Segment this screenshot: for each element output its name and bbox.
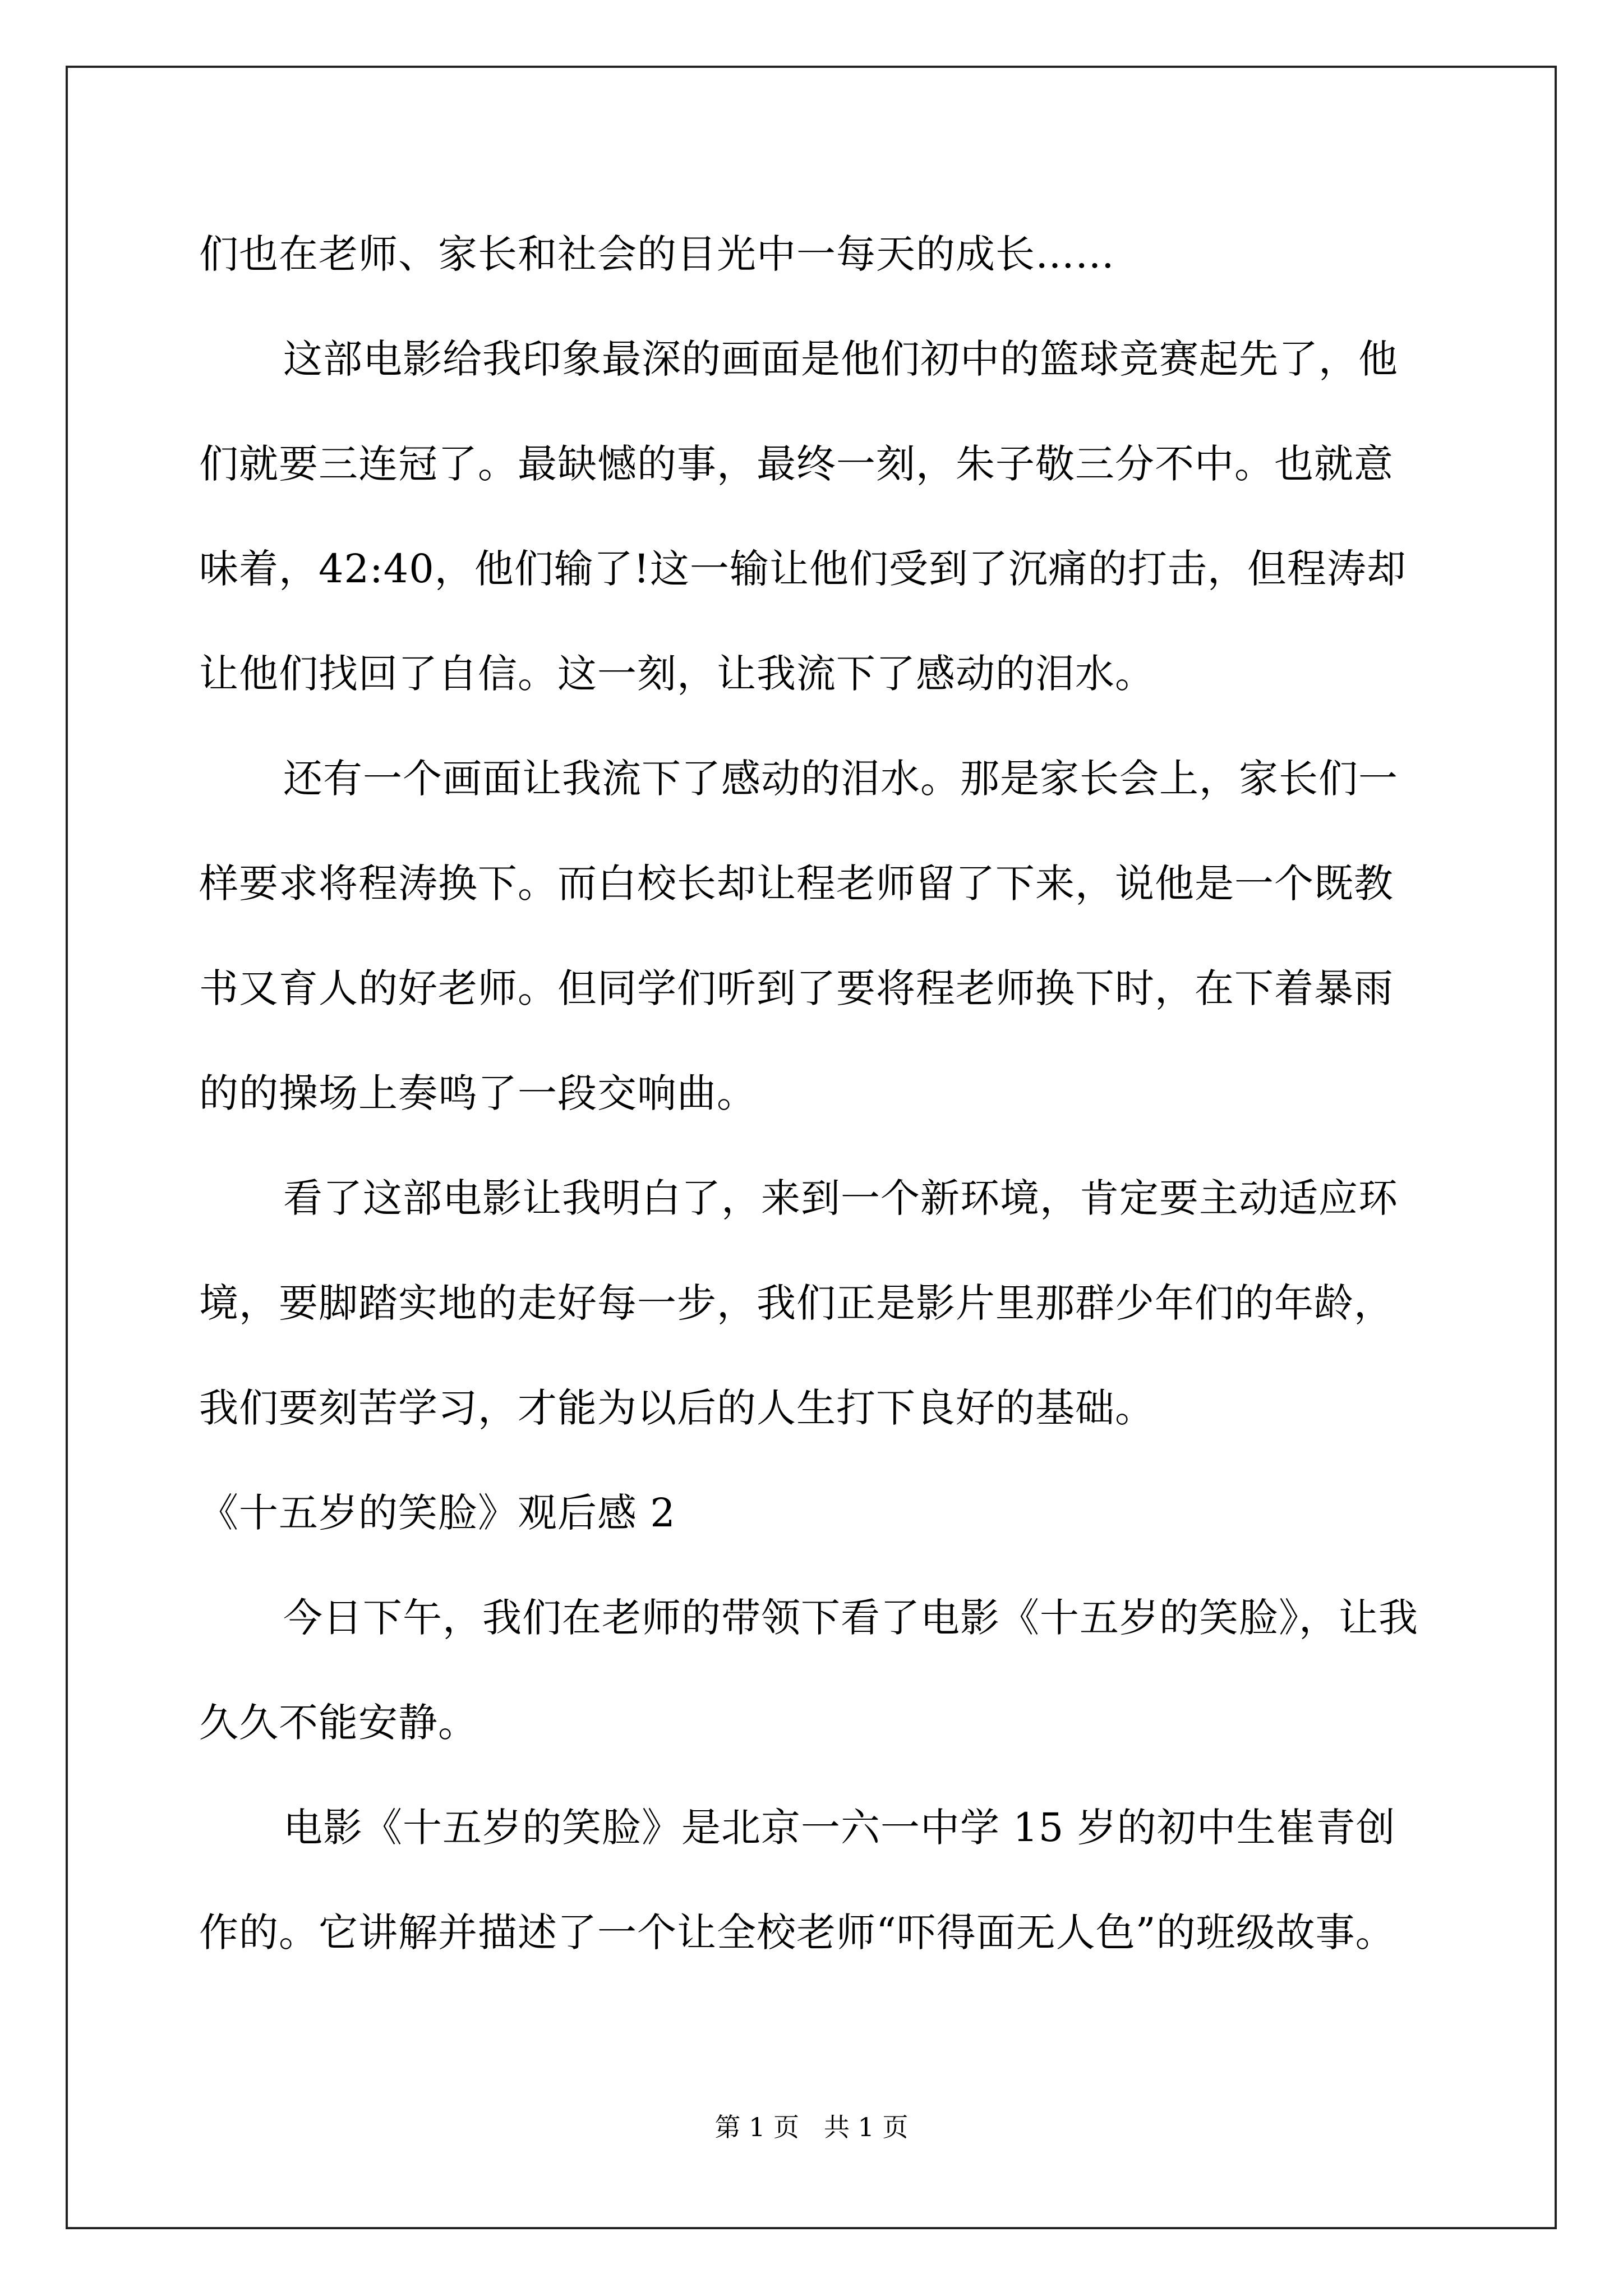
page-footer bbox=[0, 2110, 1623, 2144]
document-body bbox=[199, 202, 1427, 1985]
paragraph-parents-meeting: 还有一个画面让我流下了感动的泪水。那是家长会上，家长们一样要求将程涛换下。而白校长却让程老师留了下来，说他是一个既教书又育人的好老师。但同学们听到了要将程老师换下时，在下着暴雨的的操场上奏鸣了一段交响曲。 bbox=[199, 756, 1398, 1116]
paragraph-film-intro: 电影《十五岁的笑脸》是北京一六一中学 15 岁的初中生崔青创作的。它讲解并描述了一个让全校老师“吓得面无人色”的班级故事。 bbox=[199, 1805, 1396, 1955]
section-heading: 《十五岁的笑脸》观后感 2 bbox=[199, 1490, 676, 1536]
paragraph-afternoon: 今日下午，我们在老师的带领下看了电影《十五岁的笑脸》，让我久久不能安静。 bbox=[199, 1595, 1418, 1746]
page-number-current: 第 1 页 bbox=[714, 2112, 799, 2142]
page-number-total: 共 1 页 bbox=[824, 2112, 909, 2142]
paragraph-reflection: 看了这部电影让我明白了，来到一个新环境，肯定要主动适应环境，要脚踏实地的走好每一步，我们正是影片里那群少年们的年龄，我们要刻苦学习，才能为以后的人生打下良好的基础。 bbox=[199, 1175, 1398, 1431]
paragraph-basketball-scene: 这部电影给我印象最深的画面是他们初中的篮球竞赛起先了，他们就要三连冠了。最缺憾的事，最终一刻，朱子敬三分不中。也就意味着，42:40，他们输了!这一输让他们受到了沉痛的打击，但程涛却让他们找回了自信。这一刻，让我流下了感动的泪水。 bbox=[199, 336, 1407, 697]
paragraph-continuation: 们也在老师、家长和社会的目光中一每天的成长…… bbox=[199, 231, 1115, 277]
